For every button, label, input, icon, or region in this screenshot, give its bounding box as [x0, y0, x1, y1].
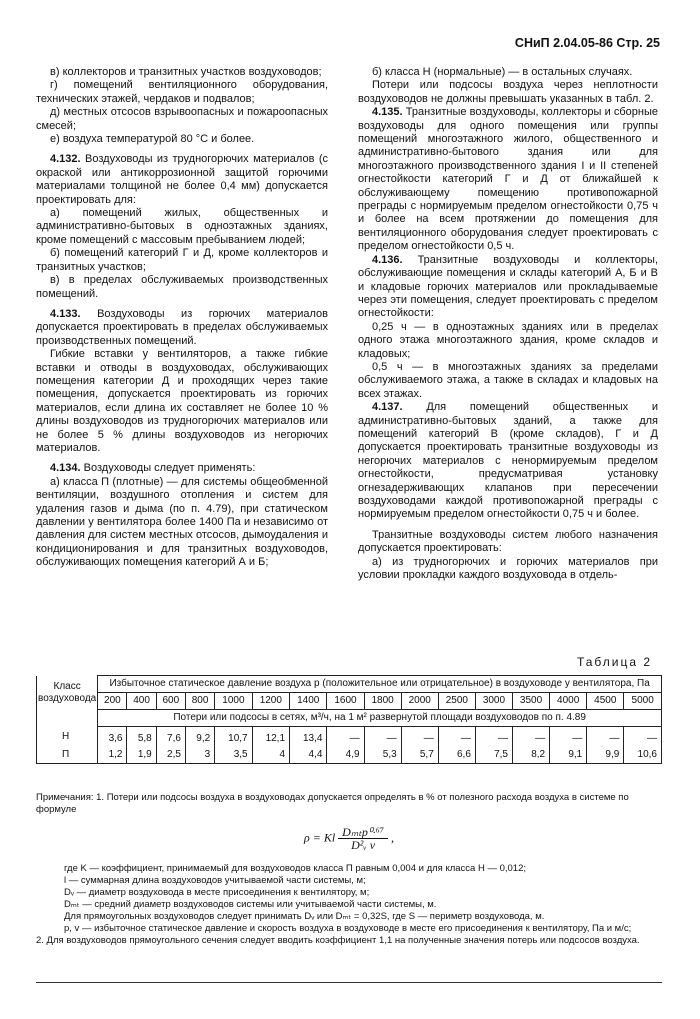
- pressure-cell: 1400: [290, 693, 327, 710]
- paragraph: а) класса П (плотные) — для системы общеобменной вентиляции, воздушного отопления и систем для удаления газов и дыма (по п. 4.79), при статическом давлении у вентилятора более 1400 Па и независимо от давления для систем местных отсосов, дымоудаления и кондиционирования и для транзитных воздуховодов, обслуживающих помещения категорий А и Б;: [36, 475, 328, 569]
- pressure-cell: 1200: [252, 693, 289, 710]
- note-1: Примечания: 1. Потери или подсосы воздуха в воздуховодах допускается определять в % от полезного расхода воздуха в системе по формуле: [36, 792, 629, 815]
- paragraph: 0,25 ч — в одноэтажных зданиях или в пределах одного этажа многоэтажного здания, кроме складов и кладовых;: [358, 320, 658, 360]
- paragraph: Потери или подсосы воздуха через неплотности воздуховодов не должны превышать указанных в табл. 2.: [358, 79, 658, 105]
- value-cell: —: [401, 727, 438, 748]
- value-cell: 1,2: [98, 747, 127, 764]
- paragraph: г) помещений вентиляционного оборудования, технических этажей, чердаков и подвалов;: [36, 79, 328, 105]
- value-cell: —: [327, 727, 364, 748]
- value-cell: 4,9: [327, 747, 364, 764]
- paragraph: а) помещений жилых, общественных и административно-бытовых в одноэтажных зданиях, кроме помещений с массовым пребыванием людей;: [36, 207, 328, 246]
- clause-4-137: [358, 401, 658, 522]
- note-2: 2. Для воздуховодов прямоугольного сечения следует вводить коэффициент 1,1 на полученные значения потерь или подсосов воздуха.: [36, 935, 640, 946]
- paragraph: б) помещений категорий Г и Д, кроме коллекторов и транзитных участков;: [36, 247, 328, 273]
- value-cell: 3: [185, 747, 214, 764]
- clause-number: 4.133.: [50, 307, 81, 320]
- value-cell: 7,6: [156, 727, 185, 748]
- value-cell: 5,8: [127, 727, 156, 748]
- definition: Для прямоугольных воздуховодов следует принимать Dᵥ или Dₘₜ = 0,32S, где S — периметр воздуховода, м.: [64, 911, 545, 922]
- pressure-cell: 800: [185, 693, 214, 710]
- definition: Dᵥ — диаметр воздуховода в месте присоединения к вентилятору, м;: [64, 887, 370, 898]
- paragraph: Транзитные воздуховоды систем любого назначения допускается проектировать:: [358, 528, 658, 555]
- definitions: [36, 863, 662, 935]
- formula-lhs: ρ = Kl: [303, 830, 336, 845]
- paragraph: д) местных отсосов взрывоопасных и пожароопасных смесей;: [36, 106, 328, 132]
- clause-text: Воздуховоды из горючих материалов допускается проектировать в пределах обслуживаемых производственных помещений.: [36, 307, 328, 347]
- pressure-cell: 1600: [327, 693, 364, 710]
- value-cell: 5,3: [364, 747, 401, 764]
- value-cell: 9,1: [550, 747, 587, 764]
- paragraph: 0,5 ч — в многоэтажных зданиях за пределами обслуживаемого этажа, а также в складах и кладовых на всех этажах.: [358, 360, 658, 400]
- paragraph: а) из трудногорючих и горючих материалов при условии прокладки каждого воздуховода в отдель-: [358, 555, 658, 582]
- value-cell: —: [475, 727, 512, 748]
- paragraph: е) воздуха температурой 80 °С и более.: [50, 133, 255, 146]
- notes: [36, 792, 662, 947]
- class-cell: П: [37, 747, 98, 764]
- value-cell: 3,6: [98, 727, 127, 748]
- clause-number: 4.135.: [372, 106, 403, 119]
- value-cell: —: [364, 727, 401, 748]
- table-row: [37, 747, 662, 764]
- value-cell: 13,4: [290, 727, 327, 748]
- value-cell: —: [624, 727, 662, 748]
- definition: Dₘₜ — средний диаметр воздуховодов системы или учитываемой части системы, м.: [64, 899, 437, 910]
- formula-numerator: Dₘₜp⁰·⁶⁷: [338, 826, 388, 839]
- value-cell: —: [587, 727, 624, 748]
- clause-4-135: [358, 106, 658, 253]
- value-cell: 4: [252, 747, 289, 764]
- clause-4-134: [36, 462, 328, 475]
- pressure-cell: 2500: [438, 693, 475, 710]
- clause-number: 4.132.: [50, 153, 81, 166]
- clause-4-133: [36, 308, 328, 348]
- left-column: [36, 66, 328, 570]
- pressure-cell: 1800: [364, 693, 401, 710]
- pressure-cell: 3500: [513, 693, 550, 710]
- pressure-cell: 4500: [587, 693, 624, 710]
- value-cell: 2,5: [156, 747, 185, 764]
- value-cell: —: [513, 727, 550, 748]
- pressure-cell: 400: [127, 693, 156, 710]
- clause-4-136: [358, 254, 658, 321]
- paragraph: в) в пределах обслуживаемых производственных помещений.: [36, 274, 328, 300]
- pressure-header: Избыточное статическое давление воздуха p (положительное или отрицательное) в воздуховоде у вентилятора, Па: [98, 676, 662, 693]
- value-cell: 9,2: [185, 727, 214, 748]
- formula-fraction: [338, 826, 388, 851]
- clause-number: 4.137.: [372, 401, 403, 414]
- pressure-cell: 600: [156, 693, 185, 710]
- definition: p, v — избыточное статическое давление и скорость воздуха в воздуховоде в месте его присоединения к вентилятору, Па и м/с;: [64, 923, 632, 934]
- paragraph: б) класса Н (нормальные) — в остальных случаях.: [372, 66, 633, 78]
- clause-4-132: [36, 153, 328, 207]
- pressure-cell: 2000: [401, 693, 438, 710]
- pressure-cell: 1000: [215, 693, 252, 710]
- class-column-spacer: [37, 710, 98, 727]
- formula: [36, 826, 662, 851]
- value-cell: —: [438, 727, 475, 748]
- formula-tail: ,: [391, 830, 395, 845]
- definition: l — суммарная длина воздуховодов учитываемой части системы, м;: [64, 875, 366, 886]
- clause-number: 4.134.: [50, 462, 81, 475]
- value-cell: 3,5: [215, 747, 252, 764]
- right-column: [358, 66, 658, 582]
- formula-denominator: D²ᵥ v: [351, 838, 376, 852]
- bottom-rule: [36, 982, 662, 983]
- pressure-cell: 3000: [475, 693, 512, 710]
- value-cell: 9,9: [587, 747, 624, 764]
- page-header: СНиП 2.04.05-86 Стр. 25: [514, 36, 660, 50]
- value-cell: 10,7: [215, 727, 252, 748]
- clause-text: Транзитные воздуховоды и коллекторы, обслуживающие помещения и склады категорий А, Б и В и кладовые горючих материалов или прокладываемые через эти помещения, следует проектировать с пределом огнестойкости:: [358, 253, 658, 320]
- value-cell: 8,2: [513, 747, 550, 764]
- class-column-header: Класс воздуховода: [37, 676, 98, 710]
- paragraph: Гибкие вставки у вентиляторов, а также гибкие вставки и отводы в воздуховодах, обслуживающих помещения категории Д и проходящих через такие помещения, допускается проектировать из горючих материалов, если длина их составляет не более 10 % длины воздуховодов из трудногорючих материалов или не более 5 % длины воздуховодов из негорючих материалов.: [36, 348, 328, 454]
- class-cell: Н: [37, 727, 98, 748]
- definition: где K — коэффициент, принимаемый для воздуховодов класса П равным 0,004 и для класса Н — 0,012;: [64, 863, 527, 874]
- value-cell: 1,9: [127, 747, 156, 764]
- value-cell: 7,5: [475, 747, 512, 764]
- value-cell: 4,4: [290, 747, 327, 764]
- value-cell: —: [550, 727, 587, 748]
- value-cell: 10,6: [624, 747, 662, 764]
- losses-header: Потери или подсосы в сетях, м³/ч, на 1 м² развернутой площади воздуховодов по п. 4.89: [98, 710, 662, 727]
- table-row: [37, 727, 662, 748]
- clause-text: Воздуховоды из трудногорючих материалов (с окраской или антикоррозионной защитой горючими материалами толщиной не более 0,4 мм) допускается проектировать для:: [36, 153, 328, 206]
- value-cell: 12,1: [252, 727, 289, 748]
- pressure-cell: 4000: [550, 693, 587, 710]
- clause-number: 4.136.: [372, 253, 403, 266]
- pressure-cell: 5000: [624, 693, 662, 710]
- paragraph: в) коллекторов и транзитных участков воздуховодов;: [50, 66, 322, 78]
- value-cell: 6,6: [438, 747, 475, 764]
- table-caption: Таблица 2: [576, 655, 652, 669]
- value-cell: 5,7: [401, 747, 438, 764]
- clause-text: Для помещений общественных и административно-бытовых зданий, а также для помещений категорий В (кроме складов), Г и Д допускается проектировать транзитные воздуховоды из негорючих материалов с ненормируемым пределом огнестойкости, предусматривая установку огнезадерживающих клапанов при пересечении воздуховодами каждой противопожарной преграды с нормируемым пределом огнестойкости 0,75 ч и более.: [358, 401, 658, 521]
- table-2: [36, 675, 662, 764]
- clause-text: Воздуховоды следует применять:: [83, 462, 256, 475]
- pressure-cell: 200: [98, 693, 127, 710]
- clause-text: Транзитные воздуховоды, коллекторы и сборные воздуховоды для одного помещения или группы помещений многоэтажного жилого, общественного и административно-бытового здания или для многоэтажного производственного здания I и II степеней огнестойкости категорий Г и Д от ближайшей к обслуживающему помещению противопожарной преграды с нормируемым пределом огнестойкости 0,75 ч и более на всем протяжении до помещения для вентиляционного оборудования следует проектировать с пределом огнестойкости 0,5 ч.: [358, 106, 659, 253]
